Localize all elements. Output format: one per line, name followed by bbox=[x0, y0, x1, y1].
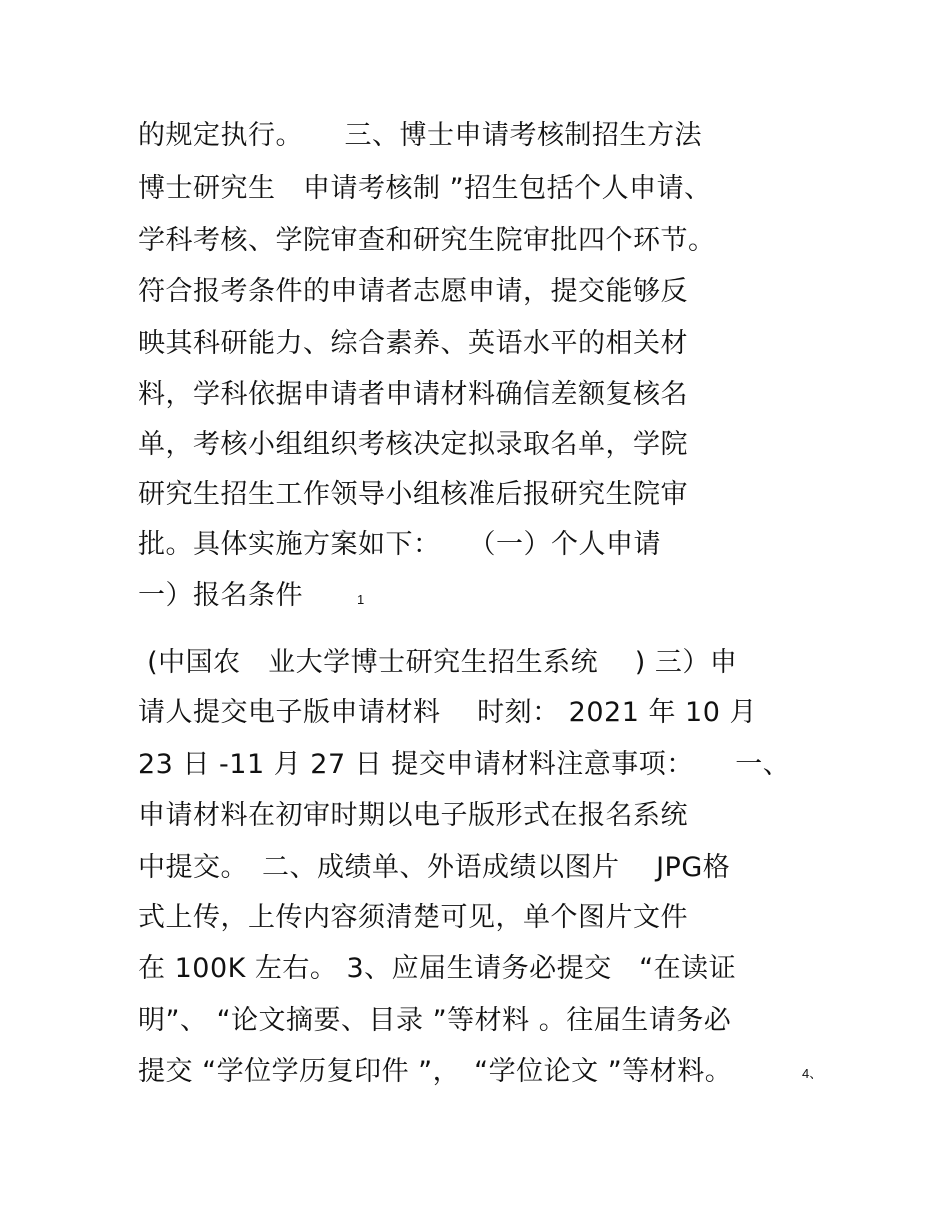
text-line-18: 明”、 “论文摘要、目录 ”等材料 。往届生请务必 bbox=[138, 1005, 732, 1036]
text-line-13: 23 日 -11 月 27 日 提交申请材料注意事项： 一、 bbox=[138, 749, 791, 780]
text-line-17: 在 100K 左右。 3、应届生请务必提交 “在读证 bbox=[138, 953, 737, 984]
text-line-7: 单，考核小组组织考核决定拟录取名单，学院 bbox=[138, 429, 688, 460]
text-line-3: 学科考核、学院审查和研究生院审批四个环节。 bbox=[138, 225, 716, 256]
text-line-14: 申请材料在初审时期以电子版形式在报名系统 bbox=[138, 800, 688, 831]
text-line-2: 博士研究生 申请考核制 ”招生包括个人申请、 bbox=[138, 173, 712, 204]
text-line-1: 的规定执行。 三、博士申请考核制招生方法 bbox=[138, 120, 702, 151]
text-line-4: 符合报考条件的申请者志愿申请，提交能够反 bbox=[138, 276, 688, 307]
text-line-8: 研究生招生工作领导小组核准后报研究生院审 bbox=[138, 479, 688, 510]
text-line-16: 式上传，上传内容须清楚可见，单个图片文件 bbox=[138, 902, 688, 933]
text-line-12: 请人提交电子版申请材料 时刻： 2021 年 10 月 bbox=[138, 697, 757, 728]
text-line-6: 料，学科依据申请者申请材料确信差额复核名 bbox=[138, 379, 688, 410]
footnote-marker-4: 4、 bbox=[802, 1066, 823, 1081]
text-line-19: 提交 “学位学历复印件 ”， “学位论文 ”等材料。 bbox=[138, 1056, 733, 1087]
text-line-11: (中国农 业大学博士研究生招生系统 ) 三）申 bbox=[138, 647, 738, 678]
text-line-10: 一）报名条件 bbox=[138, 580, 303, 611]
footnote-marker-1: 1 bbox=[357, 592, 365, 607]
text-line-5: 映其科研能力、综合素养、英语水平的相关材 bbox=[138, 328, 688, 359]
text-line-15: 中提交。 二、成绩单、外语成绩以图片 JPG格 bbox=[138, 852, 731, 883]
text-line-9: 批。具体实施方案如下： （一）个人申请 bbox=[138, 529, 661, 560]
